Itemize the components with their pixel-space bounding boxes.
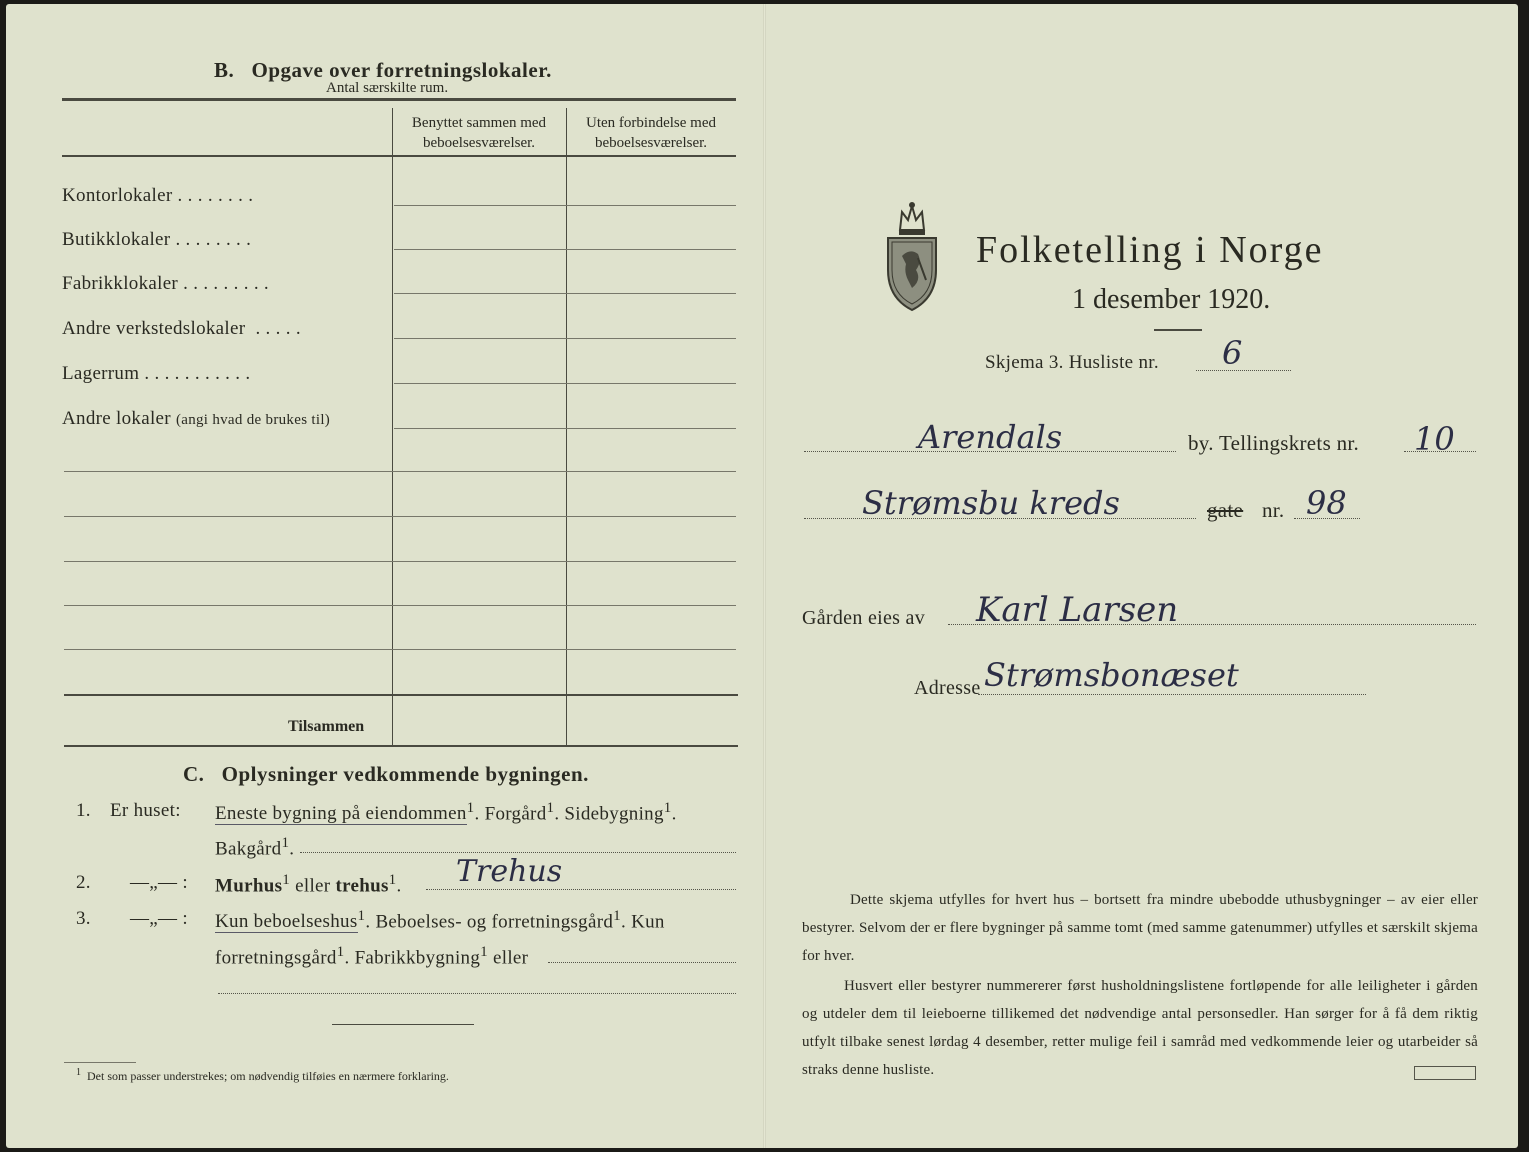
street-fill-line [804, 518, 1196, 519]
column-divider-1 [392, 108, 393, 746]
q2-number: 2. [76, 872, 91, 893]
q3-ditto: —„— : [130, 908, 188, 929]
header-bottom-rule [62, 155, 736, 157]
row-rule [394, 428, 736, 429]
owner-handwritten: Karl Larsen [976, 590, 1179, 630]
q3-options-line1: Kun beboelseshus$^1$. Beboelses- og forretningsgård$^1$. Kun [215, 908, 665, 933]
column-header-without-dwelling: Uten forbindelse med beboelsesværelser. [586, 115, 716, 151]
date-underline [1154, 329, 1202, 331]
row-rule [394, 249, 736, 250]
section-b-bottom-rule [64, 745, 738, 747]
footnote-rule [64, 1062, 136, 1063]
page-fold [763, 4, 766, 1148]
q1-fill-line [300, 852, 736, 853]
column-header-with-dwelling: Benyttet sammen med beboelsesværelser. [411, 115, 547, 151]
q2-option-murhus: Murhus [215, 875, 283, 897]
section-c-title-row [183, 762, 589, 787]
row-rule [394, 383, 736, 384]
nr-label: nr. [1262, 498, 1285, 522]
blank-row-rule [64, 561, 736, 562]
total-label: Tilsammen [288, 718, 365, 735]
q3-option-kun-beboelseshus: Kun beboelseshus [215, 911, 358, 933]
blank-row-rule [64, 471, 736, 472]
q3-option-beboelses-forretning: Beboelses- og forretningsgård [375, 911, 614, 933]
owner-label: Gården eies av [802, 607, 926, 629]
q2-fill-line [426, 889, 736, 890]
section-c-end-rule [332, 1024, 474, 1025]
gate-label-struck: gate [1207, 498, 1244, 522]
instructions-paragraph-1: Dette skjema utfylles for hvert hus – bortsett fra mindre ubebodde uthusbygninger – av eier eller bestyrer. Selvom der er flere bygninger på samme tomt (med samme gatenummer) utfylles et særskilt skjema for hver. [802, 892, 1478, 964]
row-label-andre-lokaler: Andre lokaler (angi hvad de brukes til) [62, 408, 331, 429]
q2-handwritten-answer: Trehus [456, 854, 563, 889]
q3-extra-fill-line [218, 993, 736, 994]
owner-fill-line [948, 624, 1476, 625]
q1-option-bakgard: Bakgård [215, 838, 282, 860]
q3-fill-line [548, 962, 736, 963]
by-tellingskrets-label: by. Tellingskrets nr. [1188, 431, 1360, 455]
printer-stamp [1414, 1066, 1476, 1080]
q1-options: Eneste bygning på eiendommen$^1$. Forgård$^1$. Sidebygning$^1$. [215, 800, 677, 825]
q2-option-trehus: trehus [335, 875, 389, 897]
column-divider-2 [566, 108, 567, 746]
row-rule [394, 293, 736, 294]
q1-option-forgard: Forgård [484, 803, 547, 825]
section-b-top-rule [62, 98, 736, 101]
address-label: Adresse [914, 677, 981, 699]
tellingskrets-number: 10 [1414, 420, 1455, 458]
row-label-fabrikklokaler: Fabrikklokaler . . . . . . . . . [62, 273, 269, 294]
section-b-letter: B. [214, 58, 235, 82]
q2-options: Murhus$^1$ eller trehus$^1$. [215, 872, 402, 897]
section-b-subtitle: Antal særskilte rum. [326, 80, 449, 96]
section-b-title: Opgave over forretningslokaler. [251, 58, 552, 82]
schema-label: Skjema 3. Husliste nr. [985, 352, 1159, 373]
row-rule [394, 205, 736, 206]
blank-row-rule [64, 605, 736, 606]
row-label-verkstedslokaler: Andre verkstedslokaler . . . . . [62, 318, 301, 339]
blank-row-rule [64, 649, 736, 650]
q3-number: 3. [76, 908, 91, 929]
instructions-paragraph-2: Husvert eller bestyrer nummererer først husholdningslistene fortløpende for alle leiligheter i gården og utdeler dem til leieboerne tillikemed det nødvendige antal personsedler. Han sørger for å få dem riktig utfylt tilbake senest lørdag 4 desember, retter mulige feil i samråd med vedkommende leier og utarbeider så straks denne husliste. [802, 978, 1478, 1078]
address-handwritten: Strømsbonæset [984, 656, 1239, 694]
row-label-kontorlokaler: Kontorlokaler . . . . . . . . [62, 185, 254, 206]
q3-option-forretningsgard: forretningsgård [215, 947, 337, 969]
footnote: $^1$ Det som passer understrekes; om nødvendig tilføies en nærmere forklaring. [76, 1067, 449, 1083]
section-c-title: Oplysninger vedkommende bygningen. [221, 762, 589, 786]
address-fill-line [978, 694, 1366, 695]
census-date: 1 desember 1920. [1072, 284, 1271, 315]
q1-option-bakgard-row: Bakgård$^1$. [215, 835, 295, 860]
q1-option-sidebygning: Sidebygning [564, 803, 664, 825]
section-c-letter: C. [183, 762, 205, 786]
street-handwritten: Strømsbu kreds [862, 484, 1120, 522]
q3-option-fabrikkbygning: Fabrikkbygning [354, 947, 481, 969]
row-label-butikklokaler: Butikklokaler . . . . . . . . [62, 229, 252, 250]
q2-ditto: —„— : [130, 872, 188, 893]
norwegian-coat-of-arms-icon [882, 200, 942, 312]
q1-number: 1. [76, 800, 91, 821]
house-nr-fill-line [1294, 518, 1360, 519]
q1-label: Er huset: [110, 800, 181, 821]
row-label-lagerrum: Lagerrum . . . . . . . . . . . [62, 363, 251, 384]
q3-options-line2: forretningsgård$^1$. Fabrikkbygning$^1$ eller [215, 944, 529, 969]
house-number: 98 [1306, 484, 1347, 522]
husliste-fill-line [1196, 370, 1291, 371]
total-top-rule [64, 694, 738, 696]
row-rule [394, 338, 736, 339]
blank-row-rule [64, 516, 736, 517]
krets-fill-line [1404, 451, 1476, 452]
q1-option-eneste: Eneste bygning på eiendommen [215, 803, 467, 825]
city-fill-line [804, 451, 1176, 452]
form-title: Folketelling i Norge [976, 229, 1324, 271]
city-handwritten: Arendals [918, 418, 1063, 456]
husliste-number: 6 [1222, 334, 1243, 372]
